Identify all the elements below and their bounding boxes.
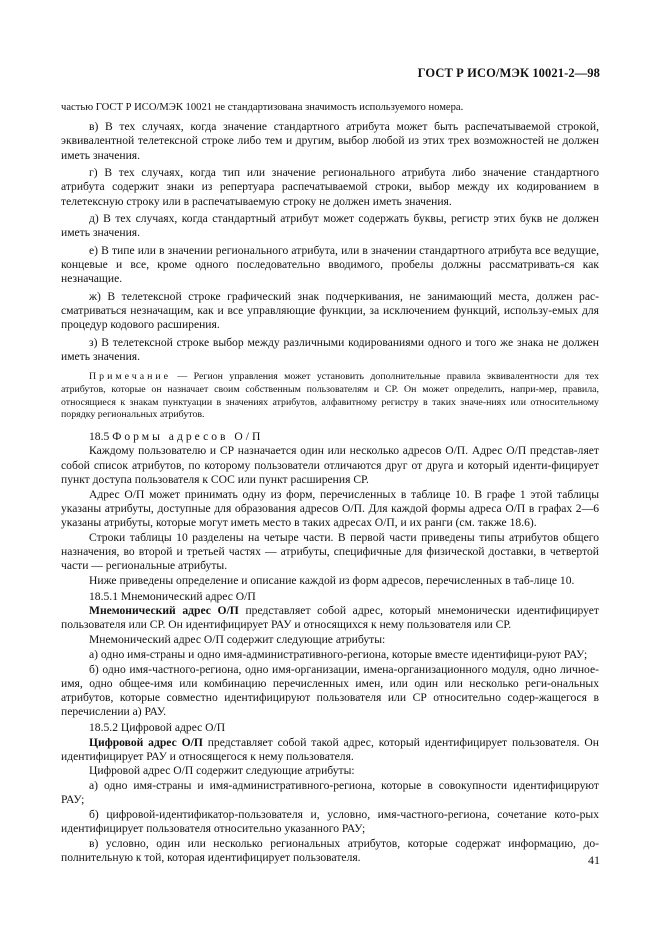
- note-label: Примечание: [89, 371, 172, 383]
- page-number: 41: [588, 853, 600, 867]
- section-paragraph: Каждому пользователю и СР назначается один или несколько адресов О/П. Адрес О/П представ-ляет собой список атрибутов, по которому пользователи отличаются друг от друга и который иденти-фицирует пункт доступа пользователя к СОС или пункт расширения СР.: [61, 444, 599, 486]
- list-item: в) условно, один или несколько региональных атрибутов, которые содержат информацию, до-полнительную к той, которая идентифицирует пользователя.: [61, 836, 599, 865]
- subsection-heading-18-5-2: 18.5.2 Цифровой адрес О/П: [89, 720, 226, 734]
- note-text: — Регион управления может установить дополнительные правила эквивалентности для тех атрибутов, которые он назначает своим собственным пользователям и СР. Он может определить, напри-мер, правила, относящиеся к знакам пунктуации в значениях атрибутов, алфавитному регистру в таких значе-ниях или относительному порядку региональных атрибутов.: [61, 371, 599, 421]
- section-paragraph: Адрес О/П может принимать одну из форм, перечисленных в таблице 10. В графе 1 этой таблицы указаны атрибуты, доступные для образования адресов О/П. Для каждой формы адреса О/П в графах 2—6 указаны атрибуты, которые могут иметь место в таких адресах О/П, и их ранги (см. также 18.6).: [61, 487, 599, 529]
- rules-list: [61, 120, 599, 364]
- document-body: [61, 101, 599, 866]
- list-item: в) В тех случаях, когда значение стандартного атрибута может быть распечатываемой строкой, эквивалентной телетексной строке либо тем и другим, выбор любой из этих трех возможностей не должен иметь значения.: [61, 120, 599, 162]
- section-number: 18.5: [89, 429, 110, 443]
- subsection-heading-18-5-1: 18.5.1 Мнемонический адрес О/П: [89, 589, 256, 603]
- list-item: б) одно имя-частного-региона, одно имя-организации, имена-организационного модуля, одно личное-имя, одно общее-имя или комбинацию перечисленных имен, или один или несколько реги-ональных атрибутов, которые совместно идентифицируют пользователя или СР относительно содер-жащегося в перечислении а) РАУ.: [61, 662, 599, 719]
- list-item: ж) В телетексной строке графический знак подчеркивания, не занимающий места, должен рас-сматриваться незначащим, как и все управляющие функции, за исключением функций, использу-емых для процедур кодового расширения.: [61, 290, 599, 332]
- list-item: г) В тех случаях, когда тип или значение регионального атрибута либо значение стандартного атрибута содержит знаки из репертуара распечатываемой строки, выбор между их кодированием в телетексную строку или в распечатываемую строку не должен иметь значения.: [61, 166, 599, 208]
- section-title: Формы адресов О/П: [112, 429, 264, 443]
- list-item: е) В типе или в значении регионального атрибута, или в значении стандартного атрибута все ведущие, концевые и все, кроме одного последовательно вводимого, пробелы должны рассматривать-ся как незначащие.: [61, 244, 599, 286]
- page-header: ГОСТ Р ИСО/МЭК 10021-2—98: [417, 66, 600, 80]
- term-numeric: Цифровой адрес О/П: [89, 735, 203, 749]
- list-item: з) В телетексной строке выбор между различными кодированиями одного и того же знака не должен иметь значения.: [61, 336, 599, 364]
- definition-numeric: [61, 736, 599, 764]
- list-item: д) В тех случаях, когда стандартный атрибут может содержать буквы, регистр этих букв не должен иметь значения.: [61, 212, 599, 240]
- list-item: б) цифровой-идентификатор-пользователя и, условно, имя-частного-региона, сочетание кото-рых идентифицирует пользователя относительно указанного РАУ;: [61, 808, 599, 836]
- term-mnemonic: Мнемонический адрес О/П: [89, 604, 239, 618]
- attributes-intro: Цифровой адрес О/П содержит следующие атрибуты:: [89, 764, 355, 778]
- section-heading: [61, 430, 599, 444]
- definition-text: представляет собой адрес, который мнемонически идентифицирует пользователя или СР. Он идентифицирует РАУ и относящихся к нему пользователя или СР.: [61, 604, 599, 632]
- section-paragraph: Строки таблицы 10 разделены на четыре части. В первой части приведены типы атрибутов общего назначения, во второй и третьей частях — атрибуты, специфичные для физической доставки, в четвертой части — региональные атрибуты.: [61, 530, 599, 573]
- section-18-5: [61, 430, 599, 866]
- definition-mnemonic: [61, 604, 599, 632]
- section-paragraph: Ниже приведены определение и описание каждой из форм адресов, перечисленных в таб-лице 10.: [89, 573, 575, 587]
- list-item: а) одно имя-страны и имя-административного-региона, которые в совокупности идентифицируют РАУ;: [61, 779, 599, 807]
- list-item: а) одно имя-страны и одно имя-административного-региона, которые вместе идентифици-руют РАУ;: [89, 647, 588, 661]
- lead-text: частью ГОСТ Р ИСО/МЭК 10021 не стандартизована значимость используемого номера.: [61, 102, 464, 113]
- note: [61, 371, 599, 421]
- definition-text: представляет собой такой адрес, который идентифицирует пользователя. Он идентифицирует РАУ и относящегося к нему пользователя.: [61, 735, 599, 763]
- attributes-intro: Мнемонический адрес О/П содержит следующие атрибуты:: [89, 633, 386, 647]
